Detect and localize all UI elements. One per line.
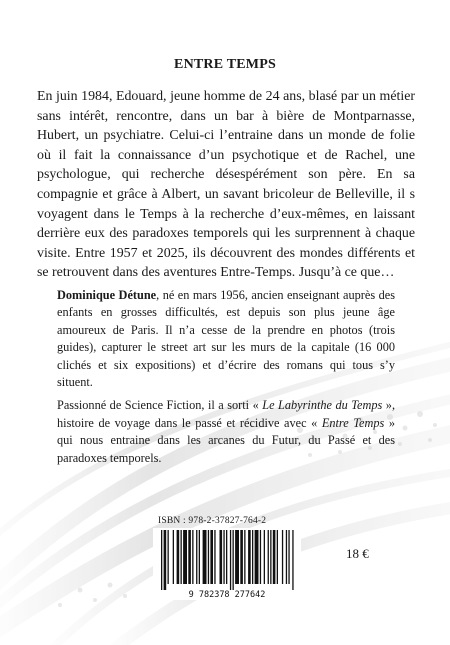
barcode-digits: 9 782378 277642 — [188, 590, 266, 600]
barcode-bar — [208, 530, 209, 584]
book-title: ENTRE TEMPS — [174, 57, 276, 72]
barcode-bar — [161, 530, 162, 590]
barcode — [153, 528, 301, 600]
barcode-bar — [223, 530, 224, 584]
barcode-bar — [177, 530, 180, 584]
barcode-bar — [270, 530, 271, 584]
author-bio-paragraph-2 — [57, 397, 395, 467]
barcode-bar — [264, 530, 265, 584]
isbn-label: ISBN : 978-2-37827-764-2 — [158, 516, 267, 526]
barcode-bar — [273, 530, 276, 584]
author-bio-text: , né en mars 1956, ancien enseignant auprès des enfants en grosses difficultés, est depuis son plus jeune âge amoureux de Paris. Il n’a cesse de la prendre en photos (trois guides), capturer le street art sur les murs de la capitale (16 000 clichés et six expositions) et d’écrire des romans qui tous s’y situent. — [57, 288, 395, 390]
barcode-bar — [226, 530, 227, 584]
previous-book-title: Le Labyrinthe du Temps — [262, 398, 383, 413]
barcode-bar — [192, 530, 193, 584]
author-bio — [57, 287, 395, 467]
barcode-bar — [268, 530, 269, 584]
barcode-bar — [168, 530, 169, 584]
barcode-bar — [235, 530, 239, 584]
barcode-bar — [240, 530, 243, 584]
barcode-bar — [233, 530, 234, 590]
synopsis-text: En juin 1984, Edouard, jeune homme de 24 ans, blasé par un métier sans intérêt, rencontre, dans un bar à bière de Montparnasse, Hubert, un psychiatre. Celui-ci l’entraine dans un monde de folie où il fait la connaissance d’un psychotique et de Rachel, une psychologue, qui recherche désespérément son père. En sa compagnie et grâce à Albert, un savant bricoleur de Belleville, il s voyagent dans le Temps à la recherche d’eux-mêmes, en laissant derrière eux des paradoxes temporels qui les surprennent à chaque visite. Entre 1957 et 2025, ils découvrent des mondes différents et se retrouvent dans des aventures Entre-Temps. Jusqu’à ce que… — [37, 89, 415, 281]
price: 18 € — [346, 546, 369, 561]
barcode-bar — [260, 530, 261, 584]
barcode-bar — [288, 530, 289, 584]
barcode-bar — [255, 530, 259, 584]
barcode-bar — [282, 530, 283, 584]
author-name: Dominique Détune — [57, 288, 157, 302]
barcode-bar — [181, 530, 182, 584]
current-book-title: Entre Temps — [321, 415, 385, 430]
barcode-bar — [214, 530, 215, 584]
barcode-bar — [277, 530, 278, 584]
barcode-bar — [183, 530, 187, 584]
author-bio-text-a: Passionné de Science Fiction, il a sorti « — [57, 398, 263, 413]
barcode-bar — [230, 530, 231, 590]
barcode-bar — [210, 530, 213, 584]
barcode-bar — [244, 530, 245, 584]
barcode-bar — [220, 530, 223, 584]
barcode-bar — [286, 530, 287, 584]
barcode-bar — [173, 530, 174, 584]
barcode-bar — [203, 530, 207, 584]
barcode-bars — [153, 528, 301, 600]
barcode-bar — [248, 530, 251, 584]
author-bio-text-c: » qui nous entraine dans les arcanes du Futur, du Passé et des paradoxes temporels. — [57, 415, 395, 465]
barcode-bar — [199, 530, 200, 584]
barcode-bar — [164, 530, 167, 590]
barcode-bar — [188, 530, 191, 584]
author-bio-text-b: », histoire de voyage dans le passé et récidive avec « — [57, 398, 396, 430]
barcode-bar — [292, 530, 293, 590]
author-bio-paragraph-1 — [57, 287, 395, 391]
barcode-bar — [252, 530, 253, 584]
barcode-bar — [196, 530, 197, 584]
